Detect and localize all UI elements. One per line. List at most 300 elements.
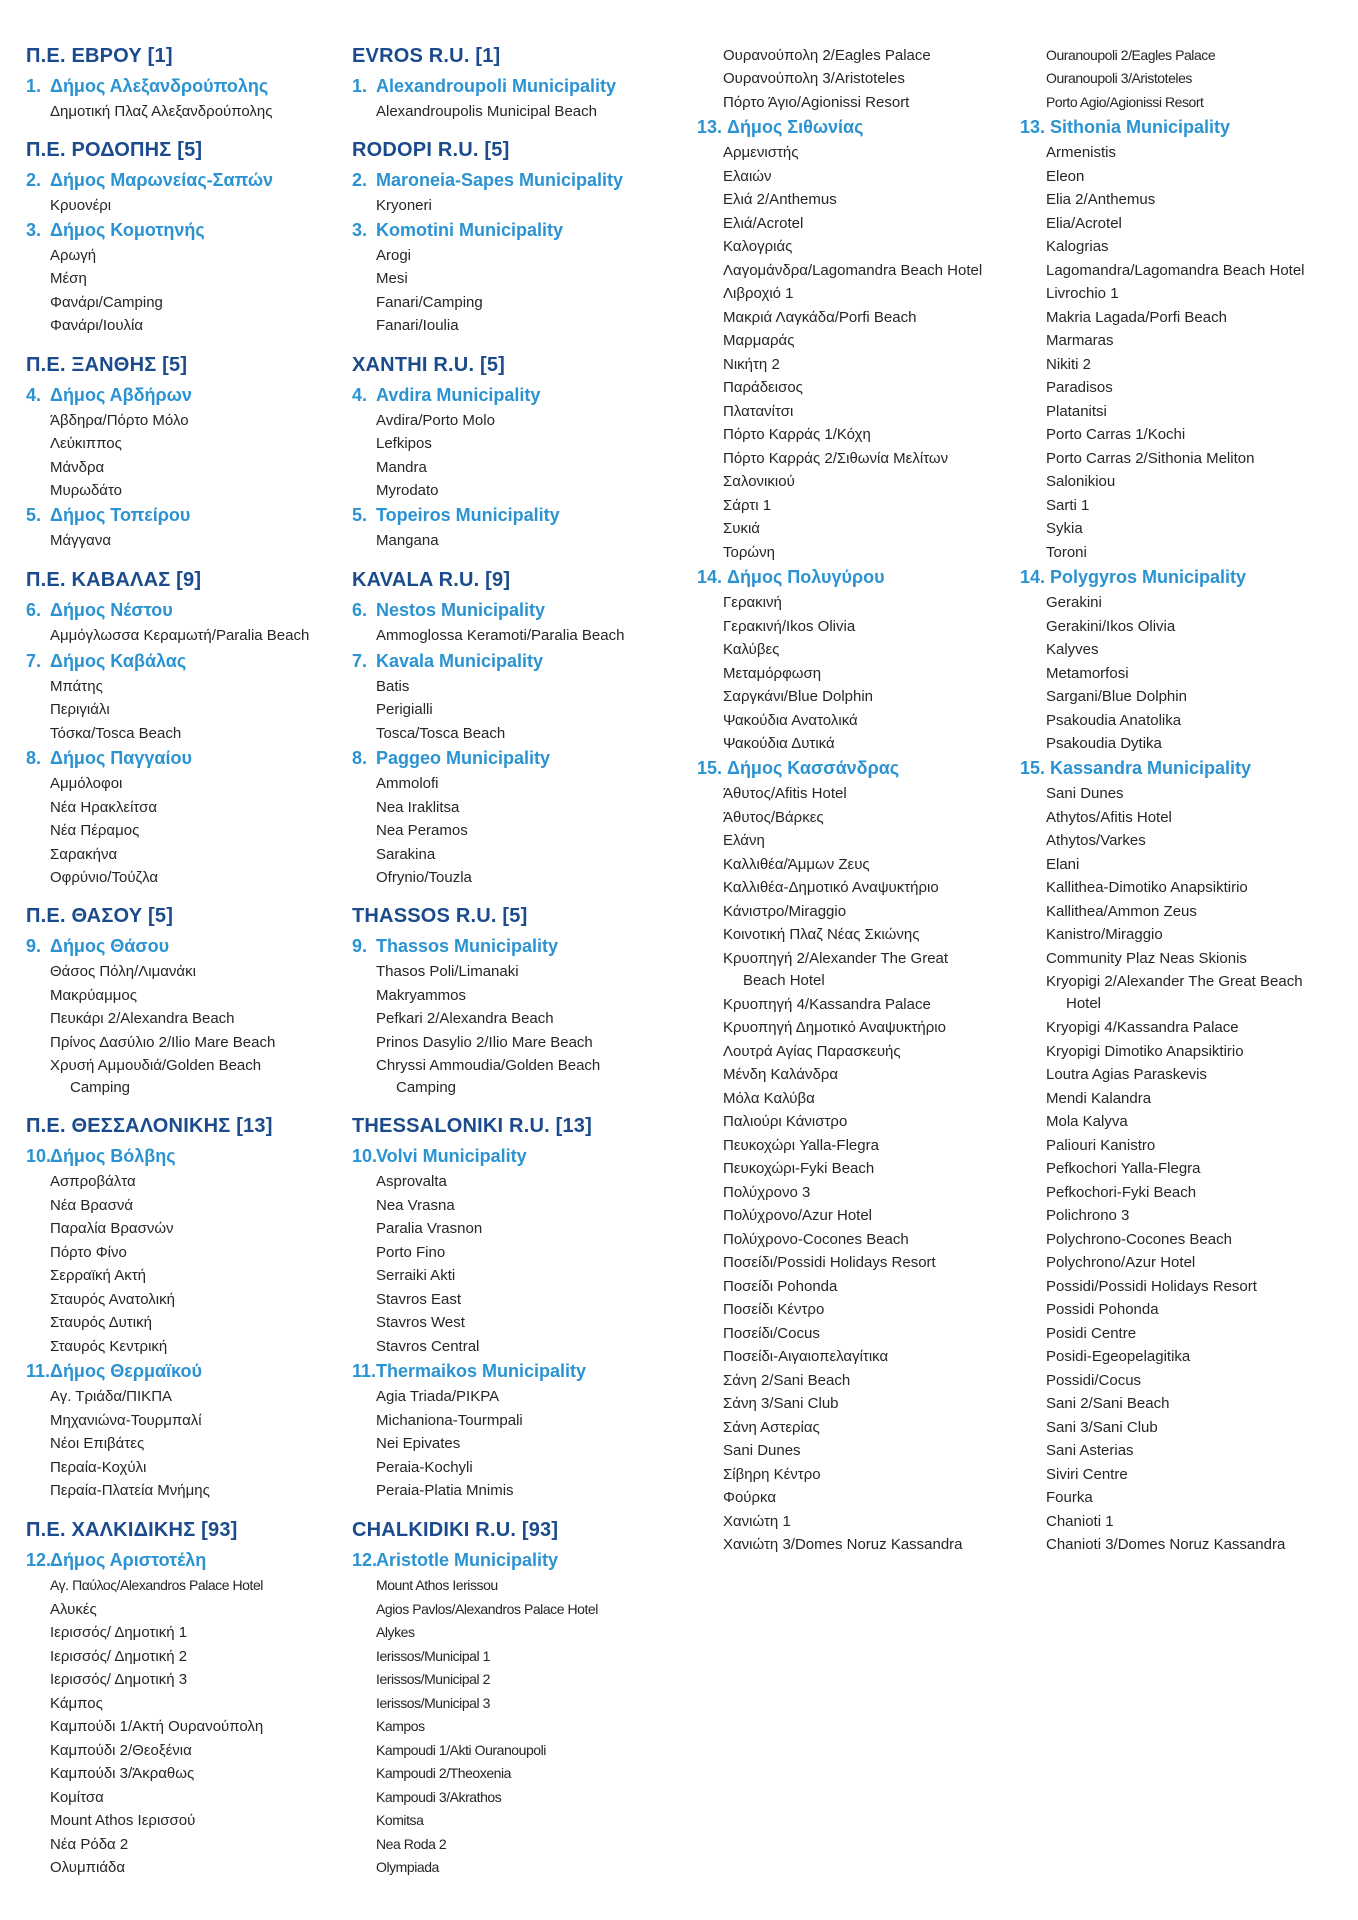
- municipality-heading: [26, 503, 190, 527]
- beach-item: Agia Triada/PIKPA: [376, 1388, 500, 1405]
- beach-item: Πόρτο Φίνο: [50, 1244, 127, 1261]
- beach-item: Ιερισσός/ Δημοτική 2: [50, 1648, 188, 1665]
- municipality-name: Avdira Municipality: [376, 385, 541, 405]
- beach-item: Fanari/Camping: [376, 294, 483, 311]
- beach-item: Sykia: [1046, 520, 1083, 537]
- region-heading: Π.Ε. ΚΑΒΑΛΑΣ [9]: [26, 569, 202, 591]
- municipality-name: Thermaikos Municipality: [376, 1361, 587, 1381]
- municipality-name: Komotini Municipality: [376, 220, 563, 240]
- beach-item: Michaniona-Tourmpali: [376, 1412, 523, 1429]
- beach-item: Platanitsi: [1046, 403, 1107, 420]
- beach-item: Eleon: [1046, 168, 1085, 185]
- beach-item: Μόλα Καλύβα: [723, 1090, 815, 1107]
- municipality-number: 11.: [26, 1361, 51, 1381]
- municipality-heading: [352, 503, 560, 527]
- beach-item: Παράδεισος: [723, 379, 803, 396]
- beach-item: Καλογριάς: [723, 238, 793, 255]
- beach-item: Μαρμαράς: [723, 332, 795, 349]
- municipality-heading: [26, 1359, 202, 1383]
- beach-item: Μηχανιώνα-Τουρμπαλί: [50, 1412, 202, 1429]
- municipality-heading: [697, 565, 885, 589]
- beach-item: Kalyves: [1046, 641, 1099, 658]
- beach-item: Ιερισσός/ Δημοτική 3: [50, 1671, 188, 1688]
- beach-item: Kryopigi 4/Kassandra Palace: [1046, 1019, 1239, 1036]
- beach-item: Μάνδρα: [50, 459, 105, 476]
- beach-item: Ασπροβάλτα: [50, 1173, 136, 1190]
- beach-item: Χρυσή Αμμουδιά/Golden Beach: [50, 1057, 262, 1074]
- beach-item: Κρυοπηγή 4/Kassandra Palace: [723, 996, 931, 1013]
- beach-item: Makryammos: [376, 987, 467, 1004]
- beach-item: Kanistro/Miraggio: [1046, 926, 1163, 943]
- beach-item: Livrochio 1: [1046, 285, 1119, 302]
- beach-item: Κάμπος: [50, 1695, 103, 1712]
- beach-item: Asprovalta: [376, 1173, 447, 1190]
- beach-item: Σάρτι 1: [723, 497, 772, 514]
- beach-item: Pefkochori Yalla-Flegra: [1046, 1160, 1201, 1177]
- beach-item: Metamorfosi: [1046, 665, 1129, 682]
- beach-item: Kampoudi 2/Theoxenia: [376, 1765, 511, 1781]
- municipality-number: 5.: [26, 505, 42, 525]
- municipality-name: Thassos Municipality: [376, 936, 559, 956]
- beach-item: Καμπούδι 3/Άκραθως: [50, 1765, 195, 1782]
- beach-item: Λεύκιππος: [50, 435, 122, 452]
- beach-item: Posidi Centre: [1046, 1325, 1137, 1342]
- beach-item: Athytos/Afitis Hotel: [1046, 809, 1172, 826]
- beach-item: Ofrynio/Touzla: [376, 869, 472, 886]
- beach-item: Sani Dunes: [723, 1442, 801, 1459]
- municipality-number: 12.: [26, 1550, 52, 1570]
- beach-item: Nea Vrasna: [376, 1197, 455, 1214]
- region-heading: RODOPI R.U. [5]: [352, 139, 510, 161]
- beach-item: Φούρκα: [723, 1489, 777, 1506]
- beach-item: Paliouri Kanistro: [1046, 1137, 1156, 1154]
- municipality-name: Polygyros Municipality: [1050, 567, 1247, 587]
- beach-item: Ψακούδια Ανατολικά: [723, 712, 858, 729]
- beach-item: Komitsa: [376, 1812, 424, 1828]
- beach-item: Chanioti 3/Domes Noruz Kassandra: [1046, 1536, 1286, 1553]
- beach-item: Σταυρός Δυτική: [50, 1314, 152, 1331]
- beach-item: Nei Epivates: [376, 1435, 461, 1452]
- beach-item: Κρυονέρι: [50, 197, 112, 214]
- beach-item: Παλιούρι Κάνιστρο: [723, 1113, 848, 1130]
- beach-item: Elia/Acrotel: [1046, 215, 1122, 232]
- beach-item: Πόρτο Καρράς 1/Κόχη: [723, 426, 871, 443]
- beach-item: Τόσκα/Tosca Beach: [50, 725, 182, 742]
- municipality-name: Sithonia Municipality: [1050, 117, 1231, 137]
- municipality-number: 4.: [26, 385, 42, 405]
- beach-item: Λαγομάνδρα/Lagomandra Beach Hotel: [723, 262, 983, 279]
- beach-item: Hotel: [1066, 995, 1102, 1012]
- beach-item: Prinos Dasylio 2/Ilio Mare Beach: [376, 1034, 593, 1051]
- municipality-heading: [352, 1144, 527, 1168]
- beach-item: Porto Carras 2/Sithonia Meliton: [1046, 450, 1255, 467]
- beach-item: Ouranoupoli 3/Aristoteles: [1046, 70, 1192, 86]
- beach-item: Agios Pavlos/Alexandros Palace Hotel: [376, 1601, 598, 1617]
- region-heading: XANTHI R.U. [5]: [352, 354, 505, 376]
- beach-item: Stavros Central: [376, 1338, 480, 1355]
- beach-item: Σίβηρη Κέντρο: [723, 1466, 821, 1483]
- municipality-number: 14.: [697, 567, 723, 587]
- municipality-heading: [26, 1548, 206, 1572]
- beach-item: Peraia-Kochyli: [376, 1459, 473, 1476]
- beach-item: Σάνη Αστερίας: [723, 1419, 820, 1436]
- municipality-name: Δήμος Αριστοτέλη: [50, 1550, 207, 1570]
- beach-item: Μακριά Λαγκάδα/Porfi Beach: [723, 309, 917, 326]
- municipality-heading: [352, 1359, 586, 1383]
- beach-item: Νέα Πέραμος: [50, 822, 140, 839]
- municipality-number: 2.: [26, 170, 42, 190]
- beach-item: Polychrono/Azur Hotel: [1046, 1254, 1196, 1271]
- beach-item: Beach Hotel: [743, 972, 825, 989]
- beach-item: Armenistis: [1046, 144, 1117, 161]
- municipality-number: 2.: [352, 170, 368, 190]
- beach-item: Νικήτη 2: [723, 356, 780, 373]
- beach-item: Ποσείδι Κέντρο: [723, 1301, 825, 1318]
- beach-item: Kryopigi 2/Alexander The Great Beach: [1046, 973, 1303, 990]
- beach-item: Ouranoupoli 2/Eagles Palace: [1046, 47, 1216, 63]
- beach-item: Peraia-Platia Mnimis: [376, 1482, 514, 1499]
- beach-item: Salonikiou: [1046, 473, 1116, 490]
- beach-item: Τορώνη: [723, 544, 775, 561]
- beach-item: Siviri Centre: [1046, 1466, 1128, 1483]
- beach-item: Kalogrias: [1046, 238, 1109, 255]
- beach-item: Πόρτο Άγιο/Agionissi Resort: [723, 94, 910, 111]
- beach-item: Ierissos/Municipal 1: [376, 1648, 490, 1664]
- beach-item: Nea Roda 2: [376, 1836, 447, 1852]
- beach-item: Paradisos: [1046, 379, 1113, 396]
- municipality-number: 9.: [352, 936, 368, 956]
- municipality-number: 1.: [26, 76, 42, 96]
- beach-item: Camping: [70, 1079, 131, 1096]
- beach-item: Tosca/Tosca Beach: [376, 725, 506, 742]
- beach-item: Sani Asterias: [1046, 1442, 1134, 1459]
- beach-item: Χανιώτη 1: [723, 1513, 791, 1530]
- beach-item: Fanari/Ioulia: [376, 317, 459, 334]
- beach-item: Ποσείδι Pohonda: [723, 1278, 838, 1295]
- beach-item: Αρωγή: [50, 247, 97, 264]
- beach-item: Makria Lagada/Porfi Beach: [1046, 309, 1227, 326]
- beach-item: Batis: [376, 678, 410, 695]
- beach-item: Sargani/Blue Dolphin: [1046, 688, 1187, 705]
- municipality-number: 15.: [1020, 758, 1046, 778]
- beach-item: Κρυοπηγή 2/Alexander The Great: [723, 950, 949, 967]
- beach-item: Ierissos/Municipal 3: [376, 1695, 490, 1711]
- beach-item: Kampoudi 1/Akti Ouranoupoli: [376, 1742, 546, 1758]
- beach-item: Elani: [1046, 856, 1080, 873]
- municipality-number: 10.: [352, 1146, 378, 1166]
- beach-item: Nikiti 2: [1046, 356, 1092, 373]
- municipality-number: 3.: [352, 220, 368, 240]
- municipality-name: Δήμος Αλεξανδρούπολης: [50, 76, 269, 96]
- beach-item: Λιβροχιό 1: [723, 285, 794, 302]
- beach-item: Possidi Pohonda: [1046, 1301, 1159, 1318]
- municipality-name: Δήμος Βόλβης: [50, 1146, 176, 1166]
- beach-item: Νέα Ηρακλείτσα: [50, 799, 158, 816]
- beach-item: Σταυρός Ανατολική: [50, 1291, 175, 1308]
- beach-item: Gerakini/Ikos Olivia: [1046, 618, 1176, 635]
- beach-item: Γερακινή: [723, 594, 782, 611]
- beach-item: Camping: [396, 1079, 457, 1096]
- beach-item: Αλυκές: [50, 1601, 97, 1618]
- region-heading: Π.Ε. ΕΒΡΟΥ [1]: [26, 45, 173, 67]
- municipality-heading: [1020, 115, 1230, 139]
- beach-item: Paralia Vrasnon: [376, 1220, 483, 1237]
- municipality-heading: [1020, 756, 1251, 780]
- region-heading: Π.Ε. ΧΑΛΚΙΔΙΚΗΣ [93]: [26, 1519, 238, 1541]
- beach-item: Ελάνη: [723, 832, 765, 849]
- municipality-name: Δήμος Πολυγύρου: [727, 567, 885, 587]
- beach-item: Αμμόγλωσσα Κεραμωτή/Paralia Beach: [50, 627, 310, 644]
- municipality-heading: [26, 218, 205, 242]
- beach-item: Πόρτο Καρράς 2/Σιθωνία Μελίτων: [723, 450, 949, 467]
- beach-item: Γερακινή/Ikos Olivia: [723, 618, 856, 635]
- beach-item: Αμμόλοφοι: [50, 775, 123, 792]
- beach-item: Νέα Ρόδα 2: [50, 1836, 129, 1853]
- beach-item: Μέση: [50, 270, 87, 287]
- beach-item: Loutra Agias Paraskevis: [1046, 1066, 1207, 1083]
- beach-item: Psakoudia Anatolika: [1046, 712, 1182, 729]
- municipality-number: 11.: [352, 1361, 377, 1381]
- beach-item: Ιερισσός/ Δημοτική 1: [50, 1624, 188, 1641]
- beach-item: Alexandroupolis Municipal Beach: [376, 103, 597, 120]
- municipality-name: Paggeo Municipality: [376, 748, 551, 768]
- beach-item: Possidi/Possidi Holidays Resort: [1046, 1278, 1257, 1295]
- beach-item: Πευκοχώρι Yalla-Flegra: [723, 1137, 879, 1154]
- beach-item: Οφρύνιο/Τούζλα: [50, 869, 159, 886]
- beach-item: Πολύχρονο-Cocones Beach: [723, 1231, 909, 1248]
- municipality-number: 3.: [26, 220, 42, 240]
- beach-item: Κομίτσα: [50, 1789, 104, 1806]
- beach-item: Σερραϊκή Ακτή: [50, 1267, 146, 1284]
- beach-item: Πολύχρονο 3: [723, 1184, 811, 1201]
- municipality-number: 9.: [26, 936, 42, 956]
- municipality-number: 13.: [697, 117, 723, 137]
- municipality-heading: [26, 1144, 176, 1168]
- municipality-heading: [26, 598, 173, 622]
- beach-item: Ουρανούπολη 2/Eagles Palace: [723, 47, 931, 64]
- beach-item: Πευκάρι 2/Alexandra Beach: [50, 1010, 235, 1027]
- municipality-heading: [352, 598, 545, 622]
- beach-item: Δημοτική Πλαζ Αλεξανδρούπολης: [50, 103, 273, 120]
- region-heading: Π.Ε. ΡΟΔΟΠΗΣ [5]: [26, 139, 203, 161]
- beach-item: Σάνη 3/Sani Club: [723, 1395, 839, 1412]
- beach-item: Toroni: [1046, 544, 1087, 561]
- beach-item: Αρμενιστής: [723, 144, 799, 161]
- beach-item: Κοινοτική Πλαζ Νέας Σκιώνης: [723, 926, 920, 943]
- beach-item: Chryssi Ammoudia/Golden Beach: [376, 1057, 601, 1074]
- beach-item: Kampoudi 3/Akrathos: [376, 1789, 502, 1805]
- beach-item: Καμπούδι 1/Ακτή Ουρανούπολη: [50, 1718, 264, 1735]
- municipality-name: Aristotle Municipality: [376, 1550, 559, 1570]
- municipality-number: 14.: [1020, 567, 1046, 587]
- beach-item: Arogi: [376, 247, 412, 264]
- municipality-name: Δήμος Κομοτηνής: [50, 220, 205, 240]
- municipality-name: Δήμος Αβδήρων: [50, 385, 192, 405]
- municipality-heading: [26, 649, 186, 673]
- beach-item: Άβδηρα/Πόρτο Μόλο: [50, 412, 189, 429]
- beach-item: Αγ. Παύλος/Alexandros Palace Hotel: [50, 1577, 263, 1593]
- municipality-heading: [352, 649, 543, 673]
- beach-item: Nea Peramos: [376, 822, 468, 839]
- municipality-name: Nestos Municipality: [376, 600, 546, 620]
- beach-item: Ammolofi: [376, 775, 439, 792]
- beach-item: Περαία-Πλατεία Μνήμης: [50, 1482, 210, 1499]
- beach-item: Σαργκάνι/Blue Dolphin: [723, 688, 874, 705]
- beach-item: Mola Kalyva: [1046, 1113, 1128, 1130]
- municipality-name: Δήμος Παγγαίου: [50, 748, 192, 768]
- beach-item: Kallithea-Dimotiko Anapsiktirio: [1046, 879, 1248, 896]
- beach-item: Porto Agio/Agionissi Resort: [1046, 94, 1204, 110]
- beach-item: Olympiada: [376, 1859, 439, 1875]
- municipality-number: 6.: [26, 600, 42, 620]
- municipality-name: Δήμος Θερμαϊκού: [50, 1361, 202, 1381]
- beach-item: Kallithea/Ammon Zeus: [1046, 903, 1197, 920]
- beach-item: Kryoneri: [376, 197, 432, 214]
- beach-item: Serraiki Akti: [376, 1267, 456, 1284]
- beach-item: Σταυρός Κεντρική: [50, 1338, 168, 1355]
- beach-item: Πλατανίτσι: [723, 403, 794, 420]
- beach-item: Ελιά/Acrotel: [723, 215, 804, 232]
- beach-item: Περιγιάλι: [50, 701, 110, 718]
- beach-item: Stavros West: [376, 1314, 465, 1331]
- region-heading: Π.Ε. ΞΑΝΘΗΣ [5]: [26, 354, 188, 376]
- municipality-heading: [352, 218, 563, 242]
- beach-item: Πρίνος Δασύλιο 2/Ilio Mare Beach: [50, 1034, 276, 1051]
- beach-item: Nea Iraklitsa: [376, 799, 460, 816]
- beach-item: Community Plaz Neas Skionis: [1046, 950, 1247, 967]
- beach-item: Ολυμπιάδα: [50, 1859, 126, 1876]
- municipality-number: 4.: [352, 385, 368, 405]
- beach-item: Σαλονικιού: [723, 473, 795, 490]
- municipality-heading: [26, 168, 273, 192]
- municipality-number: 7.: [26, 651, 42, 671]
- municipality-number: 5.: [352, 505, 368, 525]
- beach-item: Psakoudia Dytika: [1046, 735, 1162, 752]
- beach-item: Ammoglossa Keramoti/Paralia Beach: [376, 627, 625, 644]
- beach-item: Mesi: [376, 270, 408, 287]
- municipality-heading: [26, 934, 169, 958]
- beach-item: Mendi Kalandra: [1046, 1090, 1152, 1107]
- municipality-heading: [352, 746, 550, 770]
- beach-item: Σαρακήνα: [50, 846, 118, 863]
- beach-item: Elia 2/Anthemus: [1046, 191, 1156, 208]
- beach-item: Φανάρι/Camping: [50, 294, 163, 311]
- beach-item: Mount Athos Ιερισσού: [50, 1812, 196, 1829]
- municipality-number: 8.: [352, 748, 368, 768]
- beach-item: Μυρωδάτο: [50, 482, 123, 499]
- municipality-heading: [26, 383, 192, 407]
- region-heading: THESSALONIKI R.U. [13]: [352, 1115, 592, 1137]
- municipality-heading: [697, 756, 899, 780]
- municipality-heading: [1020, 565, 1246, 589]
- beach-item: Gerakini: [1046, 594, 1102, 611]
- municipality-name: Maroneia-Sapes Municipality: [376, 170, 624, 190]
- municipality-name: Δήμος Σιθωνίας: [727, 117, 864, 137]
- municipality-number: 12.: [352, 1550, 378, 1570]
- beach-item: Sani 3/Sani Club: [1046, 1419, 1158, 1436]
- beach-item: Possidi/Cocus: [1046, 1372, 1142, 1389]
- municipality-name: Δήμος Νέστου: [50, 600, 173, 620]
- region-heading: THASSOS R.U. [5]: [352, 905, 528, 927]
- municipality-name: Δήμος Θάσου: [50, 936, 170, 956]
- beach-item: Χανιώτη 3/Domes Noruz Kassandra: [723, 1536, 963, 1553]
- beach-item: Καμπούδι 2/Θεοξένια: [50, 1742, 192, 1759]
- beach-item: Λουτρά Αγίας Παρασκευής: [723, 1043, 901, 1060]
- municipality-name: Topeiros Municipality: [376, 505, 560, 525]
- beach-item: Alykes: [376, 1624, 415, 1640]
- beach-item: Καλλιθέα-Δημοτικό Αναψυκτήριο: [723, 879, 939, 896]
- beach-item: Kryopigi Dimotiko Anapsiktirio: [1046, 1043, 1244, 1060]
- region-heading: Π.Ε. ΘΕΣΣΑΛΟΝΙΚΗΣ [13]: [26, 1115, 273, 1137]
- municipality-name: Δήμος Μαρωνείας-Σαπών: [50, 170, 274, 190]
- beach-item: Ελιά 2/Anthemus: [723, 191, 837, 208]
- beach-item: Ποσείδι-Αιγαιοπελαγίτικα: [723, 1348, 889, 1365]
- beach-item: Porto Fino: [376, 1244, 446, 1261]
- beach-item: Παραλία Βρασνών: [50, 1220, 174, 1237]
- beach-item: Sani 2/Sani Beach: [1046, 1395, 1170, 1412]
- municipality-name: Kavala Municipality: [376, 651, 544, 671]
- municipality-number: 6.: [352, 600, 368, 620]
- region-heading: CHALKIDIKI R.U. [93]: [352, 1519, 559, 1541]
- region-heading: Π.Ε. ΘΑΣΟΥ [5]: [26, 905, 174, 927]
- municipality-heading: [352, 934, 558, 958]
- beach-item: Athytos/Varkes: [1046, 832, 1146, 849]
- beach-item: Perigialli: [376, 701, 433, 718]
- beach-item: Sarakina: [376, 846, 436, 863]
- beach-item: Mount Athos Ierissou: [376, 1577, 498, 1593]
- beach-item: Stavros East: [376, 1291, 462, 1308]
- beach-item: Sani Dunes: [1046, 785, 1124, 802]
- municipality-heading: [352, 168, 623, 192]
- beach-item: Polichrono 3: [1046, 1207, 1130, 1224]
- beach-item: Ποσείδι/Possidi Holidays Resort: [723, 1254, 936, 1271]
- beach-item: Νέοι Επιβάτες: [50, 1435, 145, 1452]
- beach-item: Πολύχρονο/Azur Hotel: [723, 1207, 873, 1224]
- beach-item: Σάνη 2/Sani Beach: [723, 1372, 851, 1389]
- municipality-heading: [697, 115, 863, 139]
- beach-item: Pefkochori-Fyki Beach: [1046, 1184, 1197, 1201]
- municipality-heading: [26, 746, 192, 770]
- municipality-heading: [352, 383, 540, 407]
- beach-item: Avdira/Porto Molo: [376, 412, 495, 429]
- beach-item: Posidi-Egeopelagitika: [1046, 1348, 1191, 1365]
- beach-item: Ierissos/Municipal 2: [376, 1671, 490, 1687]
- beach-item: Ελαιών: [723, 168, 772, 185]
- beach-item: Κάνιστρο/Miraggio: [723, 903, 847, 920]
- municipality-name: Δήμος Τοπείρου: [50, 505, 191, 525]
- municipality-number: 10.: [26, 1146, 52, 1166]
- beach-item: Sarti 1: [1046, 497, 1090, 514]
- municipality-name: Δήμος Κασσάνδρας: [727, 758, 900, 778]
- beach-item: Ψακούδια Δυτικά: [723, 735, 835, 752]
- municipality-name: Δήμος Καβάλας: [50, 651, 187, 671]
- beach-item: Porto Carras 1/Kochi: [1046, 426, 1186, 443]
- municipality-name: Volvi Municipality: [376, 1146, 527, 1166]
- beach-item: Kampos: [376, 1718, 425, 1734]
- region-heading: KAVALA R.U. [9]: [352, 569, 511, 591]
- municipality-heading: [352, 74, 616, 98]
- municipality-number: 15.: [697, 758, 723, 778]
- beach-item: Μένδη Καλάνδρα: [723, 1066, 839, 1083]
- beach-item: Μακρύαμμος: [50, 987, 137, 1004]
- beach-item: Myrodato: [376, 482, 439, 499]
- beach-item: Marmaras: [1046, 332, 1114, 349]
- beach-item: Pefkari 2/Alexandra Beach: [376, 1010, 554, 1027]
- beach-item: Ουρανούπολη 3/Aristoteles: [723, 70, 905, 87]
- beach-item: Πευκοχώρι-Fyki Beach: [723, 1160, 875, 1177]
- municipality-number: 7.: [352, 651, 368, 671]
- municipality-number: 1.: [352, 76, 368, 96]
